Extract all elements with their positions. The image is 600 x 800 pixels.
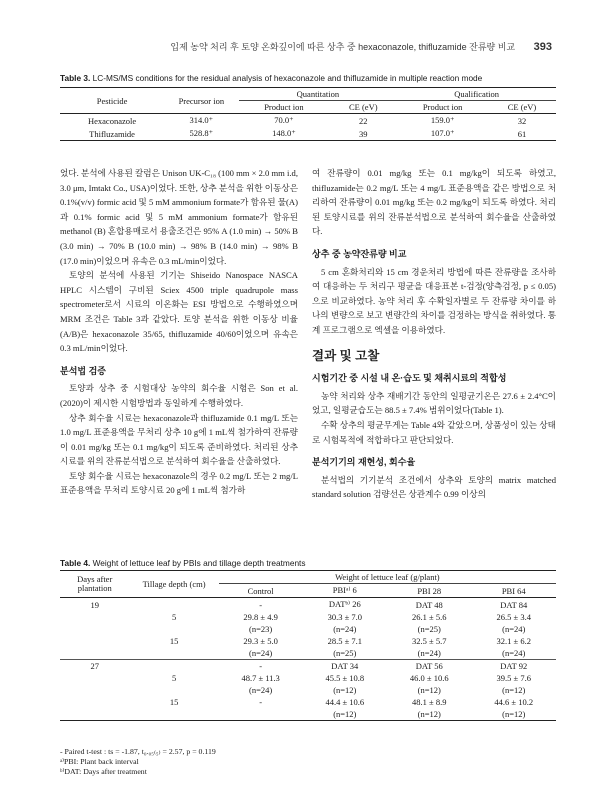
t4-header-days: Days after plantation <box>60 571 129 598</box>
t4-value-cell <box>219 708 303 721</box>
t3-header-qualification: Qualification <box>397 88 556 101</box>
t4-empty-cell <box>129 598 218 612</box>
t4-value-cell: (n=24) <box>387 647 471 660</box>
table3 <box>60 87 556 141</box>
table-row <box>60 598 556 612</box>
t3-cell: 148.0⁺ <box>239 127 330 141</box>
t4-depth-cell <box>129 708 218 721</box>
t4-value-cell: (n=25) <box>417 624 441 634</box>
table-row <box>60 114 556 128</box>
right-paragraph: 여 잔류량이 0.01 mg/kg 또는 0.1 mg/kg이 되도록 하였고, thifluzamide는 0.2 mg/L 또는 4 mg/L 표준용액을 같은 방법으로 처리하여 잔류량이 0.01 mg/kg 또는 0.2 mg/kg이 되도록 하였다. 처리된 토양시료를 위의 잔류분석법으로 분석하여 회수율을 산출하였다. <box>312 168 556 237</box>
t4-header-pbi64: PBI 64 <box>472 584 557 598</box>
t4-value-cell: (n=24) <box>333 624 357 634</box>
table-row <box>60 623 556 635</box>
t4-depth-cell: 15 <box>169 697 179 707</box>
t4-dat-cell: DAT 34 <box>331 661 359 671</box>
t3-cell: 61 <box>488 127 556 141</box>
t3-header-precursor: Precursor ion <box>164 88 238 114</box>
t4-depth-cell <box>129 623 218 635</box>
t3-header-ce: CE (eV) <box>488 101 556 114</box>
table-row <box>60 611 556 623</box>
t4-value-cell: 48.1 ± 8.9 <box>412 697 447 707</box>
t4-empty-cell <box>60 708 129 721</box>
t4-header-tillage: Tillage depth (cm) <box>129 571 218 598</box>
section-heading-validation: 분석법 검증 <box>60 365 106 376</box>
table3-caption-text: LC-MS/MS conditions for the residual analysis of hexaconazole and thifluzamide in multiple reaction mode <box>90 73 483 83</box>
t4-header-pbi6: PBIᵃ⁾ 6 <box>303 584 387 598</box>
t3-header-ce: CE (eV) <box>329 101 397 114</box>
t4-value-cell: (n=12) <box>303 708 387 721</box>
t3-cell: 32 <box>517 115 527 126</box>
running-header <box>60 40 552 53</box>
t4-value-cell: 44.6 ± 10.2 <box>494 697 534 707</box>
t4-value-cell: 32.1 ± 6.2 <box>496 636 531 646</box>
t4-value-cell: (n=24) <box>249 685 273 695</box>
left-paragraph: 상추 회수율 시료는 hexaconazole과 thifluzamide 0.1 mg/L 또는 1.0 mg/L 표준용액을 무처리 상추 10 g에 1 mL씩 첨가하여 잔류량이 0.01 mg/kg 또는 0.1 mg/kg이 되도록 준비하였다. 처리된 상추시료를 위의 잔류분석법으로 분석하여 회수율을 산출하였다. <box>60 412 298 467</box>
t4-value-cell: 28.5 ± 7.1 <box>327 636 362 646</box>
t4-value-cell: (n=23) <box>249 624 273 634</box>
table4-caption-text: Weight of lettuce leaf by PBIs and tillage depth treatments <box>90 558 306 568</box>
t4-header-weight: Weight of lettuce leaf (g/plant) <box>219 571 556 584</box>
t4-value-cell: 44.4 ± 10.6 <box>325 697 365 707</box>
t4-dat-cell: - <box>259 661 263 671</box>
t4-empty-cell <box>60 623 129 635</box>
t4-depth-cell <box>129 647 218 660</box>
t3-cell: 107.0⁺ <box>397 127 488 141</box>
t4-dat-cell: DAT 48 <box>415 599 443 610</box>
right-column <box>312 166 556 502</box>
left-paragraph: 토양의 분석에 사용된 기기는 Shiseido Nanospace NASCA HPLC 시스템이 구비된 Sciex 4500 triple quadrupole mass spectrometer로서 시료의 이온화는 ESI 방법으로 수행하였으며 MRM 조건은 Table 3과 같았다. 토양 분석을 위한 이동상 비율(A/B)은 hexaconazole 35/65, thifluzamide 40/60이었으며 유속은 0.3 mL/min이었다. <box>60 270 298 354</box>
t4-value-cell: 29.8 ± 4.9 <box>243 612 278 622</box>
t4-header-pbi28: PBI 28 <box>387 584 471 598</box>
section-heading-residue: 상추 중 농약잔류량 비교 <box>312 248 407 259</box>
t4-empty-cell <box>60 611 129 623</box>
running-title: 입제 농약 처리 후 토양 온화깊이에 따른 상추 중 hexaconazole, thifluzamide 잔류량 비교 <box>170 42 516 52</box>
t4-value-cell: (n=24) <box>472 647 557 660</box>
t4-body <box>60 598 556 721</box>
t3-header-quantitation: Quantitation <box>239 88 398 101</box>
t4-dat-cell: DAT 92 <box>500 661 528 671</box>
t4-empty-cell <box>60 684 129 696</box>
t4-dat-cell: DAT 84 <box>500 599 528 610</box>
t4-depth-cell: 5 <box>171 673 177 683</box>
t4-empty-cell <box>60 696 129 708</box>
table-row <box>60 696 556 708</box>
t4-value-cell: 46.0 ± 10.6 <box>409 673 449 683</box>
t3-cell: 70.0⁺ <box>274 115 294 125</box>
left-paragraph: 토양 회수율 시료는 hexaconazole의 경우 0.2 mg/L 또는 2 mg/L 표준용액을 무처리 토양시료 20 g에 1 mL씩 첨가하 <box>60 470 298 496</box>
t4-depth-cell: 15 <box>169 636 179 646</box>
t4-dat-cell: DAT 56 <box>415 661 443 671</box>
t4-value-cell: 29.3 ± 5.0 <box>243 636 278 646</box>
t4-value-cell: 45.5 ± 10.8 <box>325 673 365 683</box>
table-row <box>60 684 556 696</box>
right-paragraph: 수확 상추의 평균무게는 Table 4와 같았으며, 상품성이 있는 상태로 시험목적에 적합하다고 판단되었다. <box>312 419 556 445</box>
right-paragraph: 농약 처리와 상추 재배기간 동안의 일평균기온은 27.6 ± 2.4°C이었고, 일평균습도는 88.5 ± 7.4% 범위이었다(Table 1). <box>312 390 556 416</box>
t4-empty-cell <box>129 660 218 673</box>
t4-empty-cell <box>60 635 129 647</box>
table-row <box>60 635 556 647</box>
t4-day-cell: 27 <box>90 661 99 671</box>
t3-cell: Hexaconazole <box>88 115 137 126</box>
table4 <box>60 570 556 721</box>
t4-depth-cell: 5 <box>171 612 177 622</box>
t4-note: ᵇ⁾DAT: Days after treatment <box>60 767 147 776</box>
left-paragraph: 었다. 분석에 사용된 칼럼은 Unison UK-C₁₈ (100 mm × 2.0 mm i.d, 3.0 μm, Imtakt Co., USA)이었다. 또한, 상추 분석을 위한 이동상은 0.1%(v/v) formic acid 및 5 mM ammonium formate가 함유된 물(A)과 0.1% formic acid 및 5 mM ammonium formate가 함유된 methanol (B) 혼합용매로서 용출조건은 95% A (1.0 min) → 50% B (3.0 min) → 70% B (10.0 min) → 98% B (14.0 min) → 98% B (17.0 min)이었으며 유속은 0.3 mL/min이었다. <box>60 168 298 266</box>
page-number: 393 <box>533 41 552 53</box>
t4-dat-cell: DATᵇ⁾ 26 <box>328 599 361 609</box>
t4-day-cell: 19 <box>90 599 99 610</box>
t3-cell: 39 <box>329 127 397 141</box>
section-heading-conditions: 시험기간 중 시설 내 온·습도 및 채취시료의 적합성 <box>312 373 507 384</box>
table-row <box>60 672 556 684</box>
t4-empty-cell <box>60 647 129 660</box>
left-paragraph: 토양과 상추 중 시험대상 농약의 회수율 시험은 Son et al. (2020)이 제시한 시험방법과 동일하게 수행하였다. <box>60 383 298 408</box>
t4-empty-cell <box>60 672 129 684</box>
t4-value-cell: 26.5 ± 3.4 <box>496 612 531 622</box>
table-row <box>60 708 556 721</box>
t3-header-product-ion: Product ion <box>239 101 330 114</box>
t4-value-cell: (n=24) <box>502 624 526 634</box>
section-heading-recovery: 분석기기의 재현성, 회수율 <box>312 457 416 468</box>
left-column <box>60 166 298 498</box>
t4-value-cell: - <box>259 697 263 707</box>
t4-value-cell: (n=12) <box>333 685 357 695</box>
t4-value-cell: (n=12) <box>417 685 441 695</box>
table-row <box>60 647 556 660</box>
t4-value-cell: 26.1 ± 5.6 <box>412 612 447 622</box>
t4-value-cell: (n=12) <box>387 708 471 721</box>
table-row <box>60 660 556 673</box>
t4-dat-cell: - <box>259 599 263 610</box>
t4-value-cell: (n=25) <box>303 647 387 660</box>
t3-cell: 159.0⁺ <box>430 115 455 125</box>
t4-value-cell: 48.7 ± 11.3 <box>241 673 280 683</box>
t3-cell: 528.8⁺ <box>164 127 238 141</box>
t3-cell: 314.0⁺ <box>189 115 214 125</box>
t4-value-cell: 32.5 ± 5.7 <box>412 636 447 646</box>
t3-header-product-ion: Product ion <box>397 101 488 114</box>
table4-notes <box>60 747 216 777</box>
t4-value-cell: 39.5 ± 7.6 <box>496 673 531 683</box>
table3-label: Table 3. <box>60 73 91 83</box>
t4-depth-cell <box>129 684 218 696</box>
table4-label: Table 4. <box>60 558 91 568</box>
t3-cell: Thifluzamide <box>60 127 164 141</box>
t4-value-cell: (n=12) <box>502 685 526 695</box>
t4-value-cell: 30.3 ± 7.0 <box>327 612 362 622</box>
t4-note: ᵃ⁾PBI: Plant back interval <box>60 757 139 766</box>
main-heading-results: 결과 및 고찰 <box>312 348 380 363</box>
t3-header-pesticide: Pesticide <box>60 88 164 114</box>
t4-header-control: Control <box>219 584 303 598</box>
t4-value-cell: (n=24) <box>219 647 303 660</box>
t3-cell: 22 <box>359 115 368 126</box>
right-paragraph: 5 cm 혼화처리와 15 cm 경운처리 방법에 따른 잔류량을 조사하여 대응하는 두 처리구 평균을 대응표본 t-검정(양측검정, p ≤ 0.05)으로 비교하였다. 농약 처리 후 수확일자별로 두 잔류량 차이를 하나의 변량으로 보고 변량간의 차이를 검정하는 방식을 취하였다. 통계 프로그램으로 엑셀을 이용하였다. <box>312 266 556 335</box>
right-paragraph: 분석법의 기기분석 조건에서 상추와 토양의 matrix matched standard solution 검량선은 상관계수 0.99 이상의 <box>312 474 556 500</box>
table-row <box>60 127 556 141</box>
table4-caption <box>60 558 560 568</box>
t4-note: - Paired t-test : ts = -1.87, t₀.₀₅₍₅₎ = 2.57, p = 0.119 <box>60 747 216 756</box>
table3-caption <box>60 73 560 83</box>
t4-value-cell: (n=12) <box>472 708 557 721</box>
